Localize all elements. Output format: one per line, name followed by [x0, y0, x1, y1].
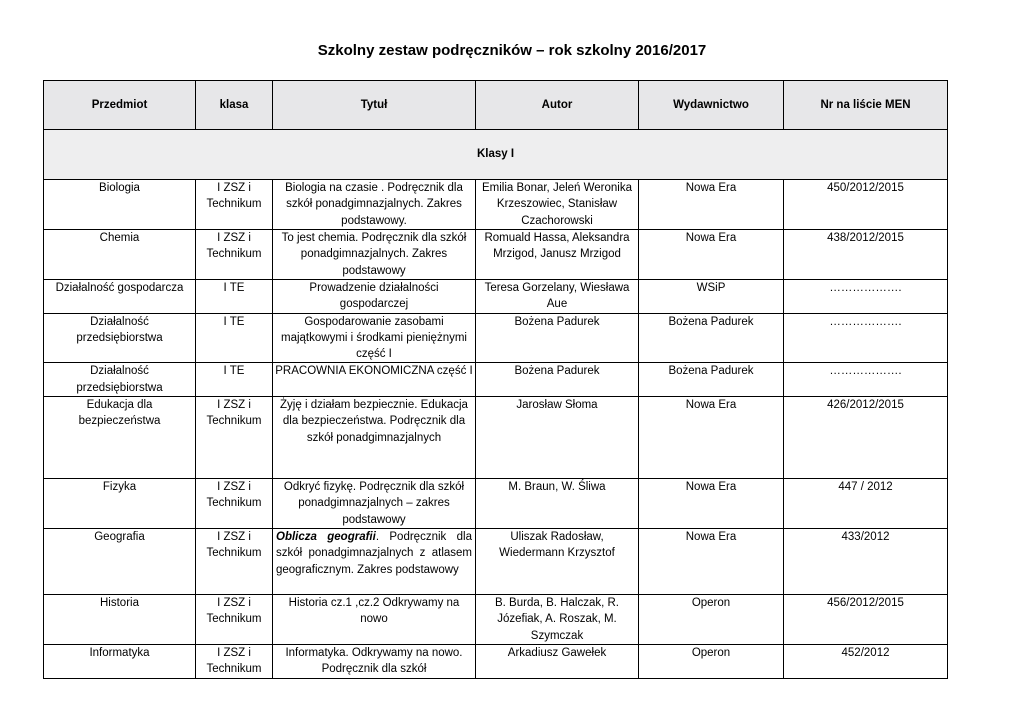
- table-row: [44, 280, 948, 314]
- header-men-number: Nr na liście MEN: [784, 81, 948, 130]
- cell-class: I ZSZ i Technikum: [196, 230, 273, 280]
- cell-subject: Biologia: [44, 180, 196, 230]
- header-title: Tytuł: [273, 81, 476, 130]
- cell-men-number: 433/2012: [784, 528, 948, 594]
- cell-class: I ZSZ i Technikum: [196, 594, 273, 644]
- cell-men-number: 456/2012/2015: [784, 594, 948, 644]
- cell-publisher: Nowa Era: [639, 397, 784, 479]
- cell-publisher: WSiP: [639, 280, 784, 314]
- cell-author: Uliszak Radosław, Wiedermann Krzysztof: [476, 528, 639, 594]
- cell-author: Bożena Padurek: [476, 363, 639, 397]
- cell-subject: Działalność przedsiębiorstwa: [44, 363, 196, 397]
- cell-subject: Edukacja dla bezpieczeństwa: [44, 397, 196, 479]
- cell-author: Arkadiusz Gawełek: [476, 644, 639, 678]
- cell-class: I TE: [196, 363, 273, 397]
- cell-class: I TE: [196, 313, 273, 363]
- title-emphasis: Oblicza geografii: [276, 530, 376, 543]
- cell-men-number: 452/2012: [784, 644, 948, 678]
- cell-men-number: ……………….: [784, 363, 948, 397]
- cell-publisher: Operon: [639, 644, 784, 678]
- cell-subject: Informatyka: [44, 644, 196, 678]
- cell-title: PRACOWNIA EKONOMICZNA część I: [273, 363, 476, 397]
- cell-men-number: ……………….: [784, 313, 948, 363]
- cell-men-number: 438/2012/2015: [784, 230, 948, 280]
- table-row: [44, 313, 948, 363]
- cell-author: Romuald Hassa, Aleksandra Mrzigod, Janusz Mrzigod: [476, 230, 639, 280]
- cell-subject: Działalność gospodarcza: [44, 280, 196, 314]
- cell-men-number: 447 / 2012: [784, 479, 948, 529]
- table-row: [44, 397, 948, 479]
- cell-title: Historia cz.1 ,cz.2 Odkrywamy na nowo: [273, 594, 476, 644]
- cell-men-number: ……………….: [784, 280, 948, 314]
- title-rest: . Podręcznik dla szkół ponadgimnazjalnych z atlasem geograficznym. Zakres podstawowy: [276, 530, 472, 576]
- table-row: [44, 180, 948, 230]
- cell-title: Informatyka. Odkrywamy na nowo. Podręcznik dla szkół: [273, 644, 476, 678]
- header-class: klasa: [196, 81, 273, 130]
- cell-author: Bożena Padurek: [476, 313, 639, 363]
- cell-publisher: Bożena Padurek: [639, 363, 784, 397]
- cell-publisher: Nowa Era: [639, 230, 784, 280]
- cell-class: I ZSZ i Technikum: [196, 397, 273, 479]
- cell-subject: Fizyka: [44, 479, 196, 529]
- cell-class: I ZSZ i Technikum: [196, 180, 273, 230]
- cell-men-number: 450/2012/2015: [784, 180, 948, 230]
- cell-subject: Geografia: [44, 528, 196, 594]
- table-row: [44, 644, 948, 678]
- table-row: [44, 479, 948, 529]
- cell-author: Jarosław Słoma: [476, 397, 639, 479]
- cell-publisher: Nowa Era: [639, 528, 784, 594]
- cell-publisher: Operon: [639, 594, 784, 644]
- section-row: [44, 130, 948, 180]
- cell-author: B. Burda, B. Halczak, R. Józefiak, A. Roszak, M. Szymczak: [476, 594, 639, 644]
- cell-class: I ZSZ i Technikum: [196, 644, 273, 678]
- cell-class: I ZSZ i Technikum: [196, 528, 273, 594]
- cell-title: Gospodarowanie zasobami majątkowymi i środkami pieniężnymi część I: [273, 313, 476, 363]
- cell-title: Biologia na czasie . Podręcznik dla szkół ponadgimnazjalnych. Zakres podstawowy.: [273, 180, 476, 230]
- cell-title: Żyję i działam bezpiecznie. Edukacja dla bezpieczeństwa. Podręcznik dla szkół ponadgimnazjalnych: [273, 397, 476, 479]
- header-author: Autor: [476, 81, 639, 130]
- cell-men-number: 426/2012/2015: [784, 397, 948, 479]
- page-title: Szkolny zestaw podręczników – rok szkolny 2016/2017: [317, 42, 707, 59]
- cell-publisher: Bożena Padurek: [639, 313, 784, 363]
- table-row: [44, 528, 948, 594]
- cell-title: Prowadzenie działalności gospodarczej: [273, 280, 476, 314]
- cell-subject: Działalność przedsiębiorstwa: [44, 313, 196, 363]
- cell-author: M. Braun, W. Śliwa: [476, 479, 639, 529]
- textbook-table: [43, 80, 948, 679]
- cell-author: Emilia Bonar, Jeleń Weronika Krzeszowiec, Stanisław Czachorowski: [476, 180, 639, 230]
- cell-author: Teresa Gorzelany, Wiesława Aue: [476, 280, 639, 314]
- header-publisher: Wydawnictwo: [639, 81, 784, 130]
- cell-class: I ZSZ i Technikum: [196, 479, 273, 529]
- cell-subject: Historia: [44, 594, 196, 644]
- cell-title: [273, 528, 476, 594]
- table-row: [44, 230, 948, 280]
- header-row: [44, 81, 948, 130]
- cell-class: I TE: [196, 280, 273, 314]
- cell-publisher: Nowa Era: [639, 180, 784, 230]
- section-label: Klasy I: [44, 130, 948, 180]
- cell-title: Odkryć fizykę. Podręcznik dla szkół ponadgimnazjalnych – zakres podstawowy: [273, 479, 476, 529]
- table-row: [44, 363, 948, 397]
- cell-subject: Chemia: [44, 230, 196, 280]
- table-row: [44, 594, 948, 644]
- header-subject: Przedmiot: [44, 81, 196, 130]
- cell-title: To jest chemia. Podręcznik dla szkół ponadgimnazjalnych. Zakres podstawowy: [273, 230, 476, 280]
- cell-publisher: Nowa Era: [639, 479, 784, 529]
